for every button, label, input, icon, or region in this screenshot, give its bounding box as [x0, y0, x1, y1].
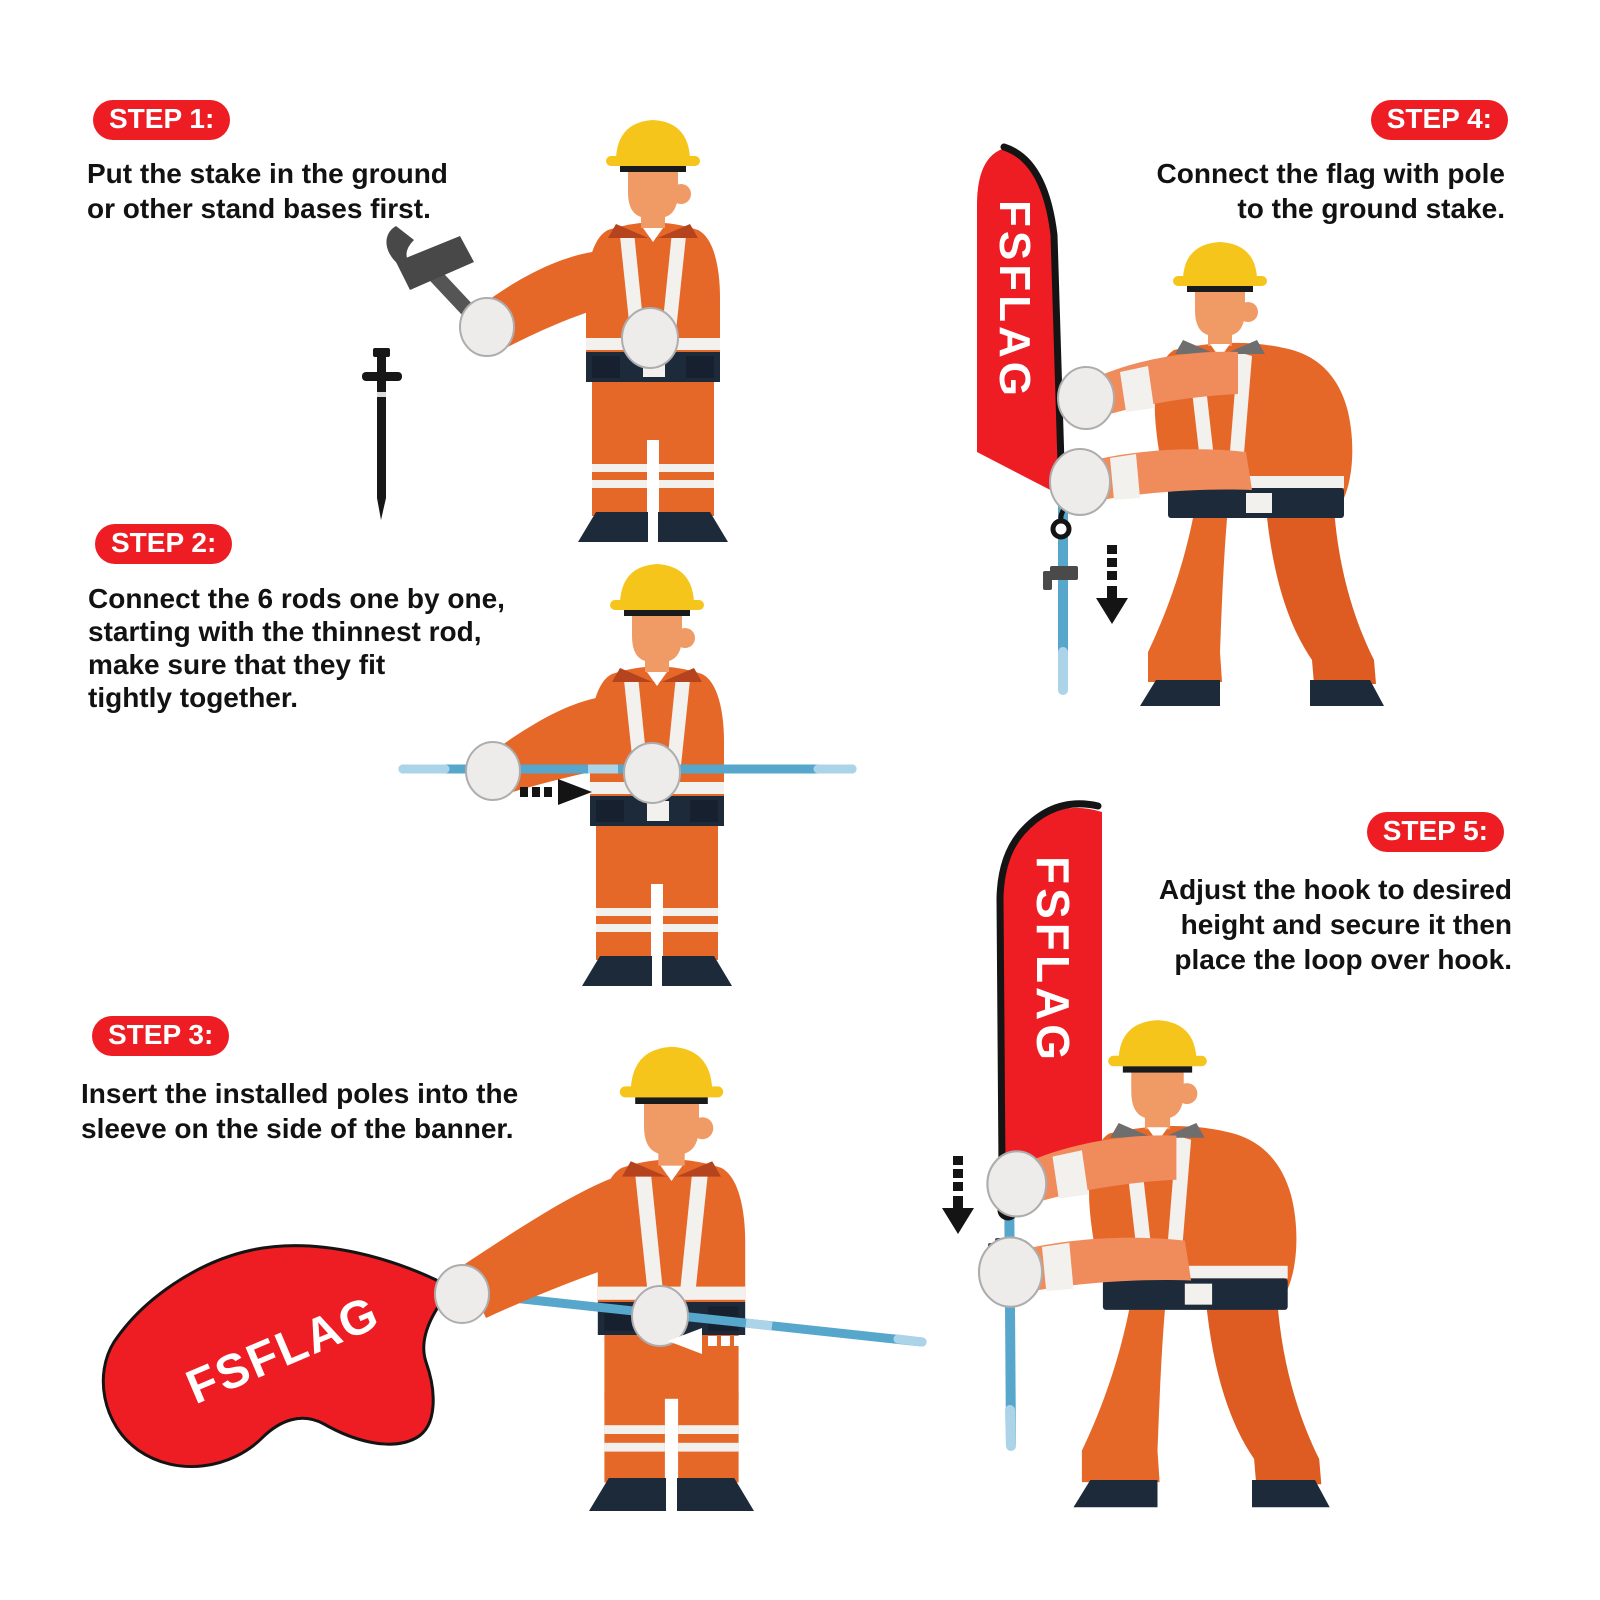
- step2-description-line: Connect the 6 rods one by one,: [88, 583, 505, 614]
- worker-hand: [622, 308, 678, 368]
- flag-icon: [1000, 804, 1102, 1168]
- step1-badge: STEP 1:: [93, 100, 230, 140]
- step2-badge: STEP 2:: [95, 524, 232, 564]
- ground-stake-icon: [362, 348, 402, 520]
- worker-hand: [460, 298, 514, 356]
- svg-text:FSFLAG: FSFLAG: [1027, 856, 1079, 1064]
- step2-description: [88, 582, 505, 714]
- step3-description-line: Insert the installed poles into the: [81, 1078, 519, 1109]
- step3-description: [81, 1076, 518, 1146]
- step5-description-line: Adjust the hook to desired: [1158, 874, 1512, 905]
- flag-icon: [103, 1246, 452, 1467]
- svg-text:FSFLAG: FSFLAG: [178, 1286, 388, 1415]
- worker-hand: [624, 743, 680, 803]
- worker-hand: [435, 1265, 489, 1323]
- step4-description: [1157, 156, 1505, 226]
- arrow-down-icon: [1096, 545, 1128, 624]
- step1-description: [87, 156, 448, 226]
- step3-badge: STEP 3:: [92, 1016, 229, 1056]
- step5-description-line: place the loop over hook.: [1174, 944, 1512, 975]
- step2-description-line: starting with the thinnest rod,: [88, 616, 482, 647]
- svg-text:FSFLAG: FSFLAG: [990, 200, 1039, 400]
- worker-figure: [1050, 242, 1384, 706]
- step5-description: [1159, 872, 1512, 977]
- step2-description-line: tightly together.: [88, 682, 298, 713]
- worker-figure: [589, 1047, 754, 1511]
- arrow-down-icon: [942, 1156, 974, 1234]
- step4-description-line: to the ground stake.: [1237, 193, 1505, 224]
- step2-description-line: make sure that they fit: [88, 649, 386, 680]
- worker-hand: [466, 742, 520, 800]
- step4-badge: STEP 4:: [1371, 100, 1508, 140]
- step1-description-line: or other stand bases first.: [87, 193, 431, 224]
- step5-badge: STEP 5:: [1367, 812, 1504, 852]
- step3-description-line: sleeve on the side of the banner.: [81, 1113, 514, 1144]
- flag-icon: [977, 147, 1062, 496]
- step4-illustration: [977, 147, 1384, 706]
- step5-description-line: height and secure it then: [1180, 909, 1512, 940]
- step1-description-line: Put the stake in the ground: [87, 158, 448, 189]
- step4-description-line: Connect the flag with pole: [1156, 158, 1505, 189]
